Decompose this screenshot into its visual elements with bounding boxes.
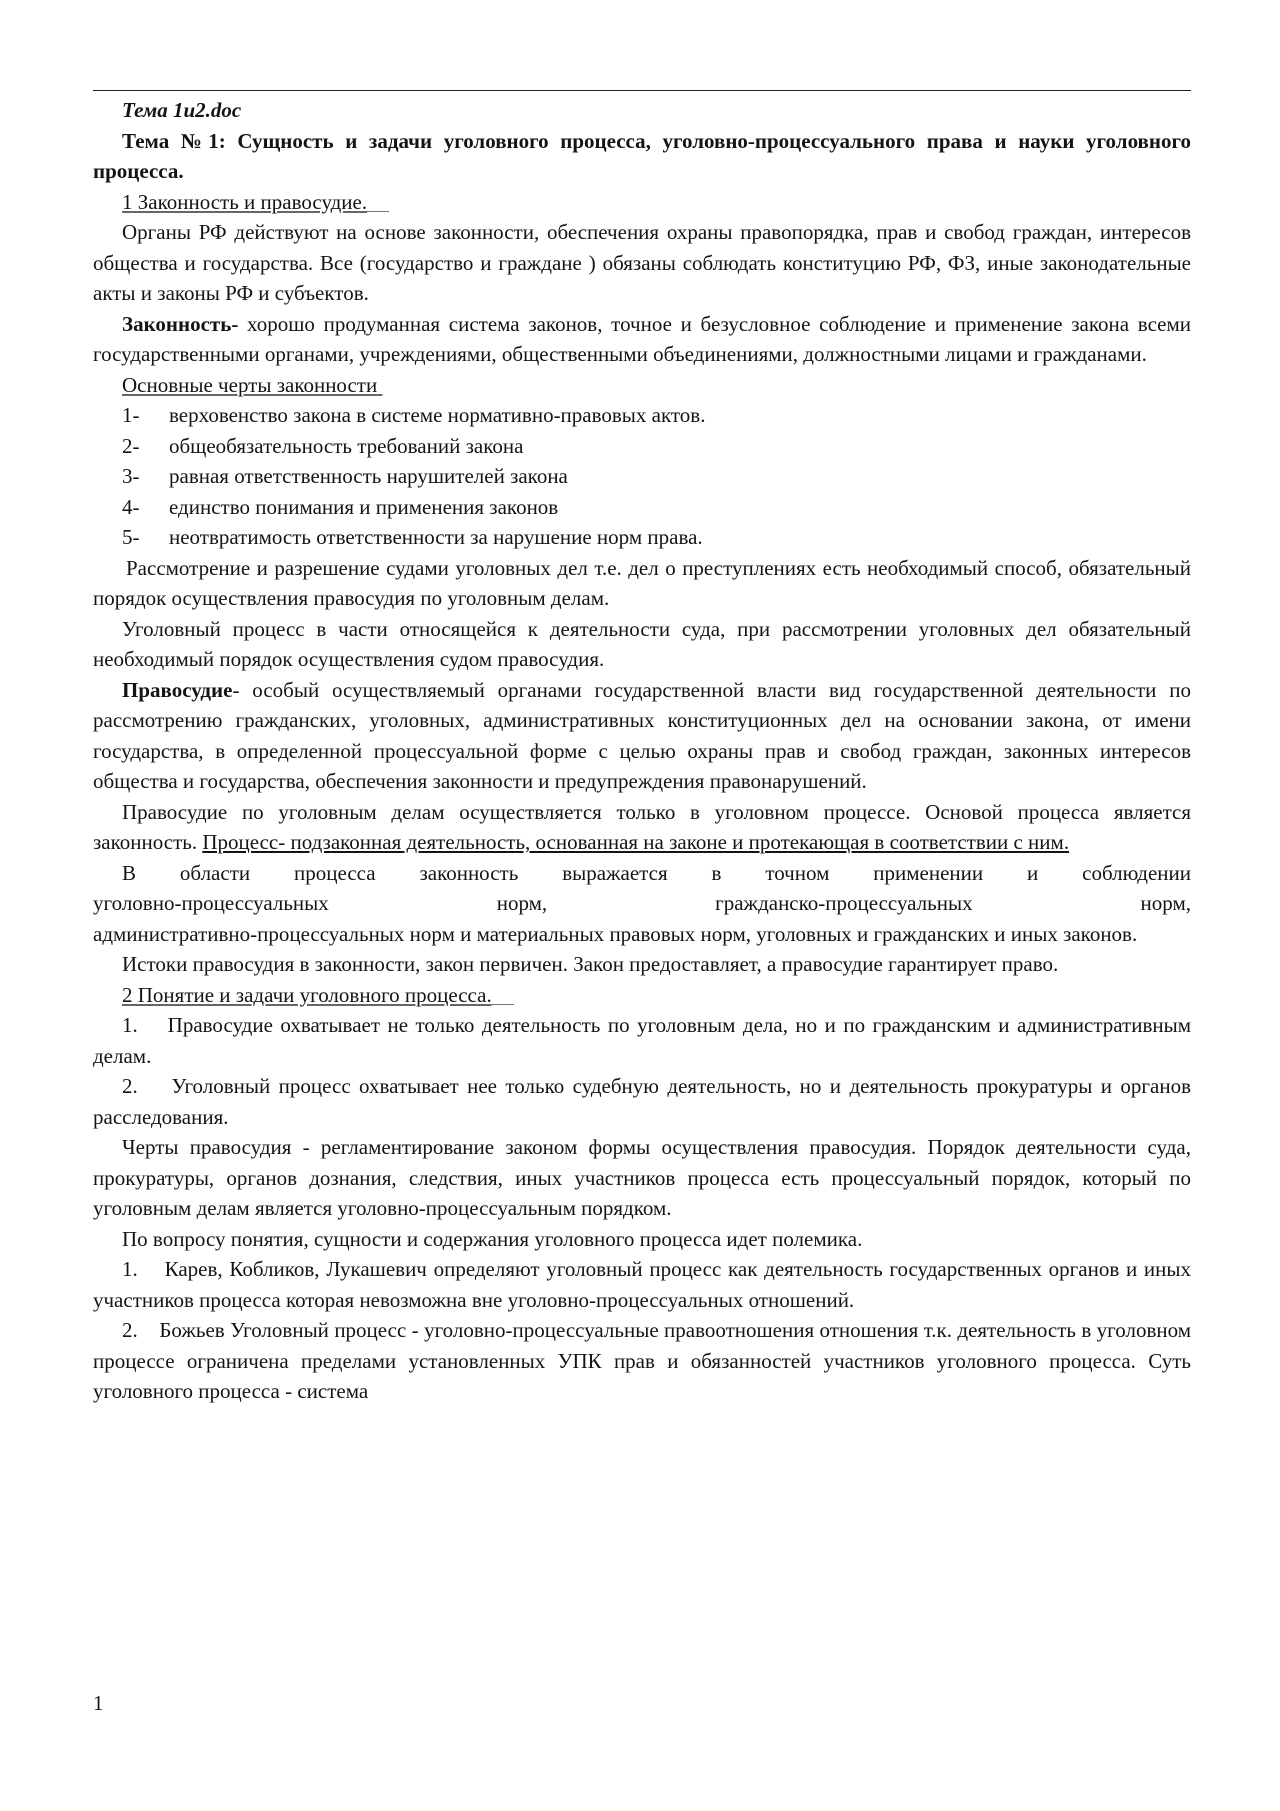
paragraph: Органы РФ действуют на основе законности, обеспечения охраны правопорядка, прав и свобод граждан, интересов общества и государства. Все (государство и граждане ) обязаны соблюдать конституцию РФ, ФЗ, иные законодательные акты и законы РФ и субъектов. [93,220,1191,305]
list-item: 4- единство понимания и применения законов [122,494,559,519]
features-list [93,400,1191,553]
section-1-heading: 1 Законность и правосудие. [93,187,1191,218]
paragraph-line: уголовно-процессуальных норм, гражданско-процессуальных норм, [93,891,1191,915]
paragraph: Черты правосудия - регламентирование законом формы осуществления правосудия. Порядок деятельности суда, прокуратуры, органов дознания, следствия, иных участников процесса есть процессуальный порядок, который по уголовным делам является уголовно-процессуальным порядком. [93,1135,1191,1220]
paragraph: Правосудие по уголовным делам осуществляется только в уголовном процессе. Основой процесса является законность. Процесс- подзаконная деятельность, основанная на законе и протекающая в соответствии с ним. [93,799,1191,854]
term-justice: Правосудие [122,677,233,702]
document-filename: Тема 1и2.doc [122,98,242,122]
paragraph: Рассмотрение и разрешение судами уголовных дел т.е. дел о преступлениях есть необходимый способ, обязательный порядок осуществления правосудия по уголовным делам. [93,555,1191,610]
paragraph: По вопросу понятия, сущности и содержания уголовного процесса идет полемика. [122,1226,863,1251]
topic-title: Тема №1: Сущность и задачи уголовного процесса, уголовно-процессуального права и науки уголовного процесса. [93,128,1191,183]
list-item: 1- верховенство закона в системе нормативно-правовых актов. [122,403,706,427]
numbered-paragraph: 1. Карев, Кобликов, Лукашевич определяют уголовный процесс как деятельность государственных органов и иных участников процесса которая невозможна вне уголовно-процессуальных отношений. [93,1257,1192,1312]
features-heading: Основные черты законности [122,372,378,397]
numbered-paragraph: 2. Уголовный процесс охватывает нее только судебную деятельность, но и деятельность прокуратуры и органов расследования. [93,1074,1192,1129]
section-2-heading: 2 Понятие и задачи уголовного процесса. [93,980,1191,1011]
document-body [93,95,1191,1407]
paragraph: Истоки правосудия в законности, закон первичен. Закон предоставляет, а правосудие гарантирует право. [122,952,1059,976]
legality-definition: Законность- хорошо продуманная система законов, точное и безусловное соблюдение и применение закона всеми государственными органами, учреждениями, общественными объединениями, должностными лицами и гражданами. [93,311,1191,366]
paragraph-line: В области процесса законность выражается в точном применении и соблюдении [122,860,1191,885]
paragraph: Уголовный процесс в части относящейся к деятельности суда, при рассмотрении уголовных дел обязательный необходимый порядок осуществления судом правосудия. [93,616,1191,671]
underlined-process-definition: Процесс- подзаконная деятельность, основанная на законе и протекающая в соответствии с ним. [202,830,1070,854]
term-legality: Законность- [122,311,239,336]
paragraph: административно-процессуальных норм и материальных правовых норм, уголовных и гражданских и иных законов. [93,921,1138,946]
list-item: 3- равная ответственность нарушителей закона [122,464,568,488]
numbered-paragraph: 2. Божьев Уголовный процесс - уголовно-процессуальные правоотношения отношения т.к. деятельность в уголовном процессе ограничена пределами установленных УПК прав и обязанностей участников уголовного процесса. Суть уголовного процесса - система [93,1318,1191,1403]
page-number: 1 [93,1691,104,1715]
numbered-paragraph: 1. Правосудие охватывает не только деятельность по уголовным дела, но и по гражданским и административным делам. [93,1013,1191,1068]
list-item: 2- общеобязательность требований закона [122,433,524,458]
list-item: 5- неотвратимость ответственности за нарушение норм права. [122,525,703,549]
header-rule [93,90,1191,91]
justice-definition: Правосудие- особый осуществляемый органами государственной власти вид государственной деятельности по рассмотрению гражданских, уголовных, административных конституционных дел на основании закона, от имени государства, в определенной процессуальной форме с целью охраны прав и свобод граждан, законных интересов общества и государства, обеспечения законности и предупреждения правонарушений. [93,677,1191,793]
